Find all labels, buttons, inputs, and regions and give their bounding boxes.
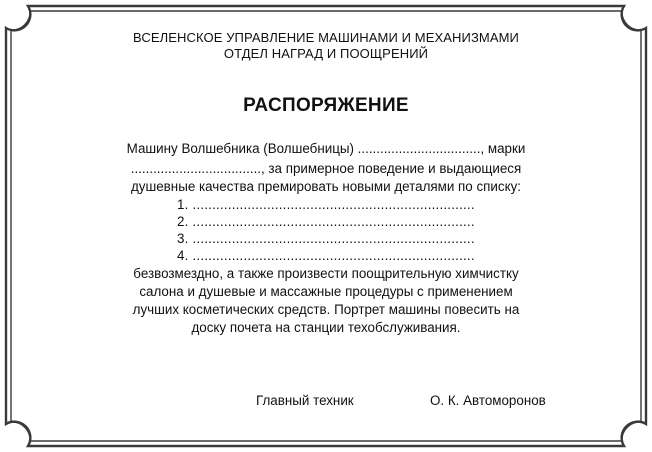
organization-name: ВСЕЛЕНСКОЕ УПРАВЛЕНИЕ МАШИНАМИ И МЕХАНИЗМАМИ xyxy=(133,30,519,45)
document-title: РАСПОРЯЖЕНИЕ xyxy=(243,95,409,116)
document-body xyxy=(60,0,592,452)
body-text-line: душевные качества премировать новыми деталями по списку: xyxy=(130,179,522,194)
list-item: 1. ........................................................................ xyxy=(177,197,475,212)
body-text-line: Машину Волшебника (Волшебницы) ................................., марки xyxy=(126,141,526,156)
signatory-name: О. К. Автоморонов xyxy=(430,393,546,408)
body-text-line: лучших косметических средств. Портрет машины повесить на xyxy=(132,302,520,317)
body-text-line: доску почета на станции техобслуживания. xyxy=(191,320,461,335)
list-item: 2. ........................................................................ xyxy=(177,214,475,229)
department-name: ОТДЕЛ НАГРАД И ПООЩРЕНИЙ xyxy=(223,46,429,61)
body-text-line: безвозмездно, а также произвести поощрительную химчистку xyxy=(133,266,519,281)
body-text-line: салона и душевые и массажные процедуры с применением xyxy=(139,284,513,299)
signatory-role: Главный техник xyxy=(256,393,354,408)
list-item: 4. ........................................................................ xyxy=(177,248,475,263)
body-text-line: ..................................., за примерное поведение и выдающиеся xyxy=(130,161,522,176)
list-item: 3. ........................................................................ xyxy=(177,231,475,246)
